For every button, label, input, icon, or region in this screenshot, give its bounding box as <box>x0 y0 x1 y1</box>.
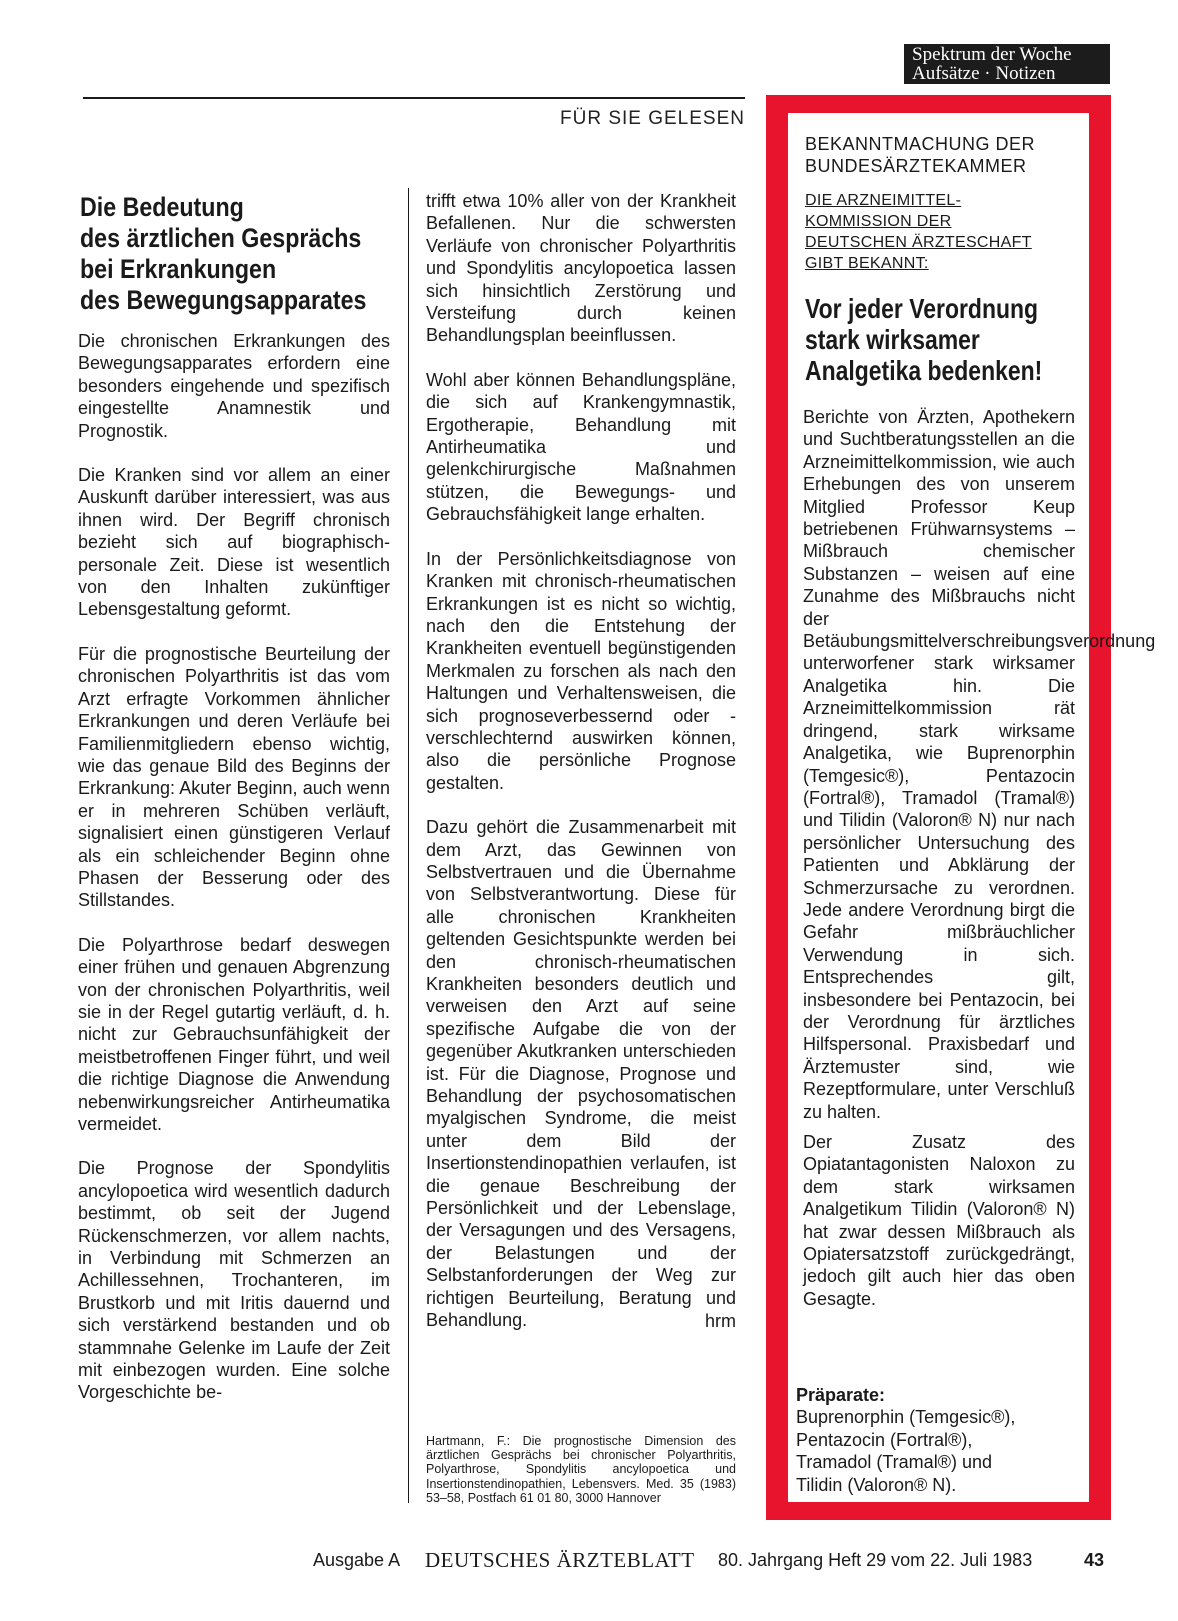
preparations-list <box>796 1384 1081 1496</box>
preparation-item: Tilidin (Valoron® N). <box>796 1474 957 1495</box>
preparation-item: Buprenorphin (Temgesic®), <box>796 1407 1016 1428</box>
paragraph: trifft etwa 10% aller von der Krankheit Befallenen. Nur die schwersten Verläufe von chronischer Polyarthritis und Spondylitis ancylopoetica lassen sich hinsichtlich Zerstörung und Versteifung durch keinen Behandlungsplan beeinflussen. <box>426 191 736 346</box>
article-column-2 <box>426 190 736 1332</box>
headline-line: bei Erkrankungen <box>80 254 277 284</box>
reference-note: Hartmann, F.: Die prognostische Dimension des ärztlichen Gesprächs bei chronischer Polyarthritis, Polyarthrose, Spondylitis ancylopoetica und Insertionstendinopathien, Lebensvers. Med. 35 (1983) 53–58, Postfach 61 01 80, 3000 Hannover <box>426 1434 736 1505</box>
commission-line: GIBT BEKANNT: <box>805 255 929 272</box>
page-number: 43 <box>1084 1550 1105 1570</box>
paragraph: Für die prognostische Beurteilung der chronischen Polyarthritis ist das vom Arzt erfragte Vorkommen ähnlicher Erkrankungen und deren Verläufe bei Familienmitgliedern ebenso wichtig, wie das genaue Bild des Beginns der Erkrankung: Akuter Beginn, auch wenn er in mehreren Schüben verläuft, signalisiert einen günstigeren Verlauf als ein schleichender Beginn ohne Phasen der Besserung oder des Stillstandes. <box>78 643 390 911</box>
paragraph: Dazu gehört die Zusammenarbeit mit dem Arzt, das Gewinnen von Selbstvertrauen und die Übernahme von Selbstverantwortung. Diese für alle chronischen Krankheiten geltenden Gesichtspunkte werden bei den chronisch-rheumatischen Krankheiten besonders deutlich und verweisen den Arzt auf seine spezifische Aufgabe die von der gegenüber Akutkranken unterschieden ist. Für die Diagnose, Prognose und Behandlung der psychosomatischen myalgischen Syndrome, die meist unter dem Bild der Insertionstendinopathien verlaufen, ist die genaue Beschreibung der Persönlichkeit und der Lebenslage, der Versagungen und des Versagens, der Belastungen und der Selbstanforderungen der Weg zur richtigen Beurteilung, Beratung und Behandlung. <box>426 817 736 1331</box>
preparations-label: Präparate: <box>796 1385 886 1405</box>
notice-header <box>805 133 1095 177</box>
section-label: FÜR SIE GELESEN <box>560 108 745 129</box>
issue-info: 80. Jahrgang Heft 29 vom 22. Juli 1983 <box>718 1550 1033 1570</box>
column-divider <box>408 188 409 1503</box>
journal-name: DEUTSCHES ÄRZTEBLATT <box>425 1548 695 1572</box>
article-headline <box>80 192 400 316</box>
notice-title <box>805 293 1108 386</box>
notice-header-line: BEKANNTMACHUNG DER <box>805 134 1036 154</box>
commission-line: DEUTSCHEN ÄRZTESCHAFT <box>805 234 1032 251</box>
headline-line: des Bewegungsapparates <box>80 285 367 315</box>
article-column-1 <box>78 330 390 1426</box>
paragraph: Die chronischen Erkrankungen des Bewegungsapparates erfordern eine besonders eingehende und spezifisch eingestellte Anamnestik und Prognostik. <box>78 331 390 441</box>
paragraph: Die Prognose der Spondylitis ancylopoetica wird wesentlich dadurch bestimmt, ob seit der Jugend Rückenschmerzen, vor allem nachts, in Verbindung mit Schmerzen an Achillessehnen, Trochanteren, im Brustkorb und mit Iritis dauernd und sich verstärkend bestanden und ob stammnahe Gelenke im Laufe der Zeit mit einbezogen wurden. Eine solche Vorgeschichte be- <box>78 1158 390 1403</box>
preparation-item: Tramadol (Tramal®) und <box>796 1452 992 1473</box>
paragraph: Die Polyarthrose bedarf deswegen einer frühen und genauen Abgrenzung von der chronischen Polyarthritis, weil sie in der Regel gutartig verläuft, d. h. nicht zur Gebrauchsunfähigkeit der meistbetroffenen Finger führt, und weil die richtige Diagnose die Anwendung nebenwirkungsreicher Antirheumatika vermeidet. <box>78 934 390 1134</box>
page-footer <box>0 1550 1178 1580</box>
notice-title-line: Analgetika bedenken! <box>805 355 1043 386</box>
commission-label <box>805 190 1095 274</box>
paragraph: Der Zusatz des Opiatantagonisten Naloxon zu dem stark wirksamen Analgetikum Tilidin (Valoron® N) hat zwar dessen Mißbrauch als Opiatersatzstoff zurückgedrängt, jedoch gilt auch hier das oben Gesagte. <box>803 1132 1075 1309</box>
author-sign: hrm <box>705 1310 736 1331</box>
paragraph: Die Kranken sind vor allem an einer Auskunft darüber interessiert, was aus ihnen wird. Der Begriff chronisch bezieht sich auf biographisch-personale Zeit. Diese ist wesentlich von den Inhalten zukünftiger Lebensgestaltung geformt. <box>78 465 390 620</box>
commission-line: DIE ARZNEIMITTEL- <box>805 192 962 209</box>
headline-line: des ärztlichen Gesprächs <box>80 223 362 253</box>
commission-line: KOMMISSION DER <box>805 213 952 230</box>
preparation-item: Pentazocin (Fortral®), <box>796 1429 973 1450</box>
paragraph: Wohl aber können Behandlungspläne, die sich auf Krankengymnastik, Ergotherapie, Behandlung mit Antirheumatika und gelenkchirurgische Maßnahmen stützen, die Bewegungs- und Gebrauchsfähigkeit lange erhalten. <box>426 369 736 525</box>
headline-line: Die Bedeutung <box>80 192 244 222</box>
header-rule <box>83 97 745 99</box>
paragraph: In der Persönlichkeitsdiagnose von Kranken mit chronisch-rheumatischen Erkrankungen ist es nicht so wichtig, nach den die Entstehung der Krankheiten eventuell begünstigenden Merkmalen zu forschen als nach den Haltungen und Verhaltensweisen, die sich prognoseverbessernd oder -verschlechternd auswirken können, also die persönliche Prognose gestalten. <box>426 548 736 793</box>
ribbon-line-2: Aufsätze · Notizen <box>912 63 1056 84</box>
edition-label: Ausgabe A <box>313 1550 401 1570</box>
notice-title-line: Vor jeder Verordnung <box>805 293 1039 324</box>
notice-header-line: BUNDESÄRZTEKAMMER <box>805 156 1027 176</box>
section-ribbon <box>904 44 1110 84</box>
ribbon-line-1: Spektrum der Woche <box>912 44 1072 65</box>
notice-body <box>803 406 1156 1332</box>
notice-title-line: stark wirksamer <box>805 324 980 355</box>
paragraph: Berichte von Ärzten, Apothekern und Suchtberatungsstellen an die Arzneimittelkommission, wie auch Erhebungen des von unserem Mitglied Professor Keup betriebenen Frühwarnsystems – Mißbrauch chemischer Substanzen – weisen auf eine Zunahme des Mißbrauchs nicht der Betäubungsmittelverschreibungsverordnung unterworfener stark wirksamer Analgetika hin. Die Arzneimittelkommission rät dringend, stark wirksame Analgetika, wie Buprenorphin (Temgesic®), Pentazocin (Fortral®), Tramadol (Tramal®) und Tilidin (Valoron® N) nur nach persönlicher Untersuchung des Patienten und Abklärung der Schmerzursache zu verordnen. Jede andere Verordnung birgt die Gefahr mißbräuchlicher Verwendung in sich. Entsprechendes gilt, insbesondere bei Pentazocin, bei der Verordnung für ärztliches Hilfspersonal. Praxisbedarf und Ärztemuster sind, wie Rezeptformulare, unter Verschluß zu halten. <box>803 407 1156 1122</box>
